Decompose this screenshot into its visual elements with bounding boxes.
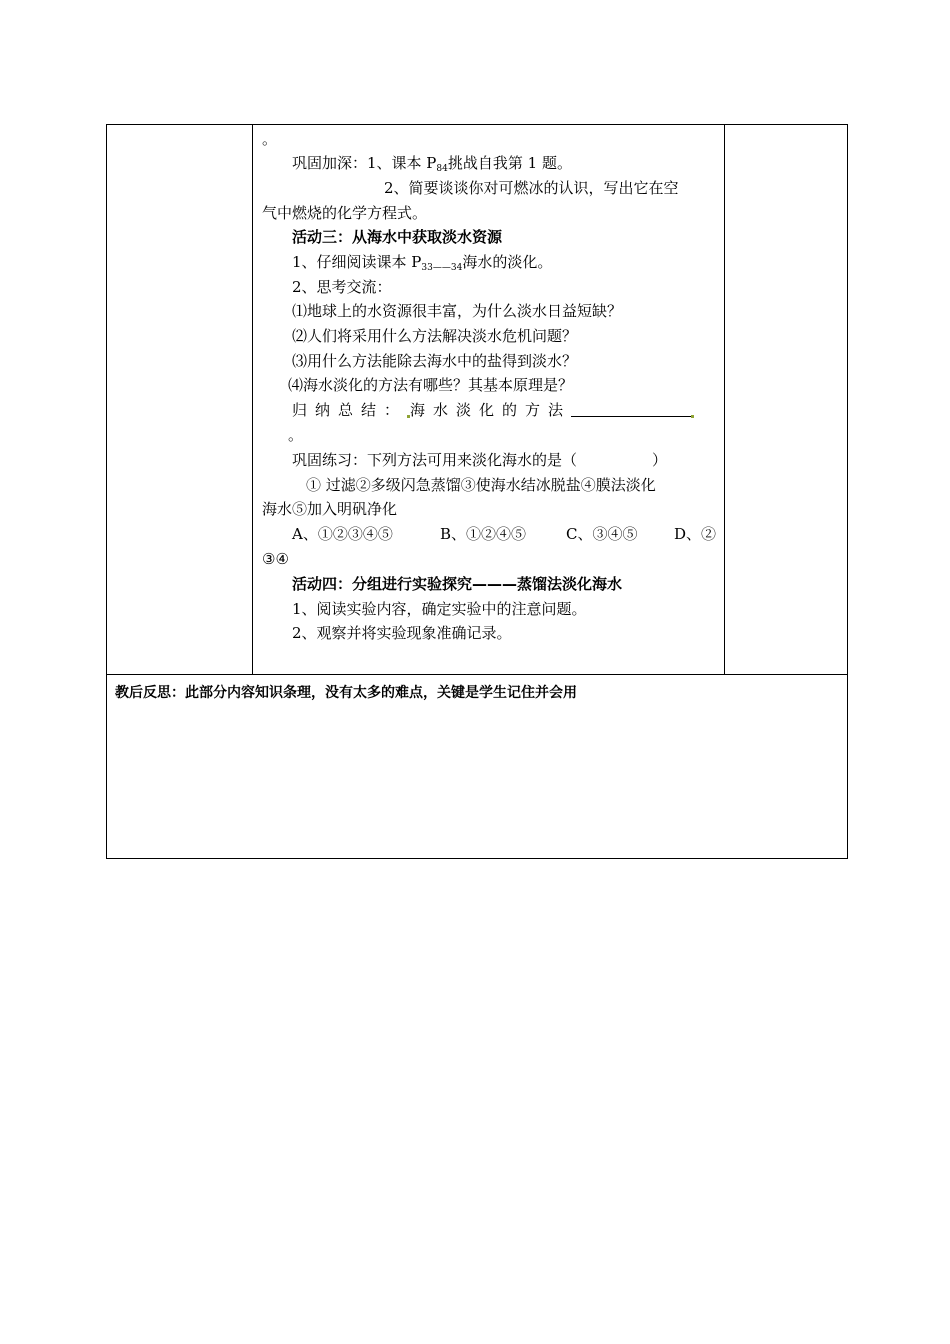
consolidation-task-2: 2、简要谈谈你对可燃冰的认识，写出它在空 <box>384 179 679 197</box>
activity-four-step-1: 1、阅读实验内容，确定实验中的注意问题。 <box>292 600 587 618</box>
column-divider-left <box>252 125 253 674</box>
question-3: ⑶用什么方法能除去海水中的盐得到淡水？ <box>292 352 578 370</box>
choice-c: C、③④⑤ <box>566 525 638 543</box>
summary-line: 归纳总结： 海水淡化的方法 <box>292 400 694 420</box>
answer-blank[interactable] <box>571 402 691 417</box>
activity-three-step-1: 1、仔细阅读课本 $P_{33——34}$海水的淡化。 <box>292 253 553 273</box>
activity-four-step-2: 2、观察并将实验现象准确记录。 <box>292 624 512 642</box>
practice-question: 巩固练习：下列方法可用来淡化海水的是（ ） <box>292 451 668 469</box>
practice-options-1: ① 过滤②多级闪急蒸馏③使海水结冰脱盐④膜法淡化 <box>306 476 656 494</box>
choice-a: A、①②③④⑤ <box>292 525 393 543</box>
activity-three-step-2: 2、思考交流： <box>292 278 392 296</box>
column-divider-right <box>724 125 725 674</box>
row-divider <box>107 674 847 675</box>
question-1: ⑴地球上的水资源很丰富，为什么淡水日益短缺？ <box>292 302 623 320</box>
activity-three-heading: 活动三：从海水中获取淡水资源 <box>292 228 503 246</box>
consolidation-task-2-cont: 气中燃烧的化学方程式。 <box>262 204 428 222</box>
question-2: ⑵人们将采用什么方法解决淡水危机问题？ <box>292 327 578 345</box>
question-4: ⑷海水淡化的方法有哪些？其基本原理是？ <box>288 376 574 394</box>
choice-d: D、② <box>674 525 717 543</box>
consolidation-task-1: 巩固加深：1、课本 $P_{84}$挑战自我第 1 题。 <box>292 154 572 174</box>
choice-b: B、①②④⑤ <box>440 525 527 543</box>
choice-d-cont: ③④ <box>262 550 289 568</box>
lesson-table <box>106 124 848 859</box>
trailing-period: 。 <box>262 130 278 148</box>
practice-options-2: 海水⑤加入明矾净化 <box>262 500 398 518</box>
summary-period: 。 <box>288 426 304 444</box>
teaching-reflection: 教后反思：此部分内容知识条理，没有太多的难点，关键是学生记住并会用 <box>115 685 577 701</box>
activity-four-heading: 活动四：分组进行实验探究———蒸馏法淡化海水 <box>292 575 623 593</box>
